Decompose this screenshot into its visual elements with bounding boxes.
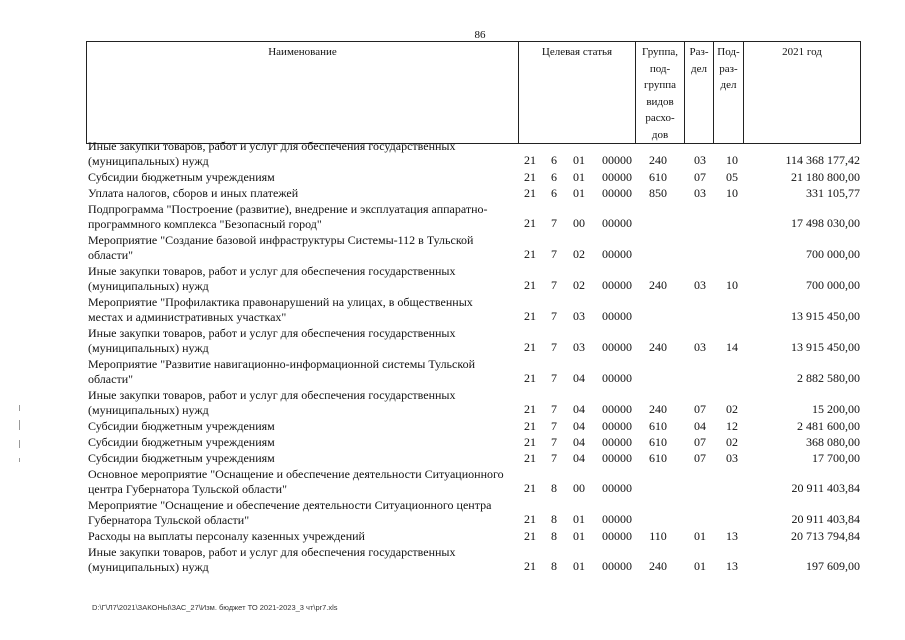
amount: 21 180 800,00	[791, 170, 860, 184]
target-code-1: 21	[524, 216, 536, 230]
target-code-1: 21	[524, 340, 536, 354]
section-code: 07	[694, 402, 706, 416]
table-row	[88, 434, 863, 450]
target-code-1: 21	[524, 481, 536, 495]
section-code: 03	[694, 278, 706, 292]
amount: 368 080,00	[806, 435, 860, 449]
target-code-4: 00000	[602, 340, 632, 354]
header-subsection: Под- раз- дел	[714, 42, 744, 144]
subsection-code: 14	[726, 340, 738, 354]
table-row	[88, 466, 863, 497]
target-code-1: 21	[524, 529, 536, 543]
scan-mark	[19, 458, 20, 462]
target-code-2: 7	[551, 435, 557, 449]
target-code-4: 00000	[602, 278, 632, 292]
section-code: 07	[694, 451, 706, 465]
table-row	[88, 450, 863, 466]
amount: 17 498 030,00	[791, 216, 860, 230]
row-name: Субсидии бюджетным учреждениям	[88, 169, 275, 184]
section-code: 07	[694, 435, 706, 449]
target-code-4: 00000	[602, 529, 632, 543]
header-group: Группа, под- группа видов расхо- дов	[636, 42, 685, 144]
table-row	[88, 294, 863, 325]
scan-mark	[19, 420, 20, 430]
target-code-2: 7	[551, 371, 557, 385]
table-row	[88, 418, 863, 434]
table-row	[88, 263, 863, 294]
target-code-1: 21	[524, 170, 536, 184]
subsection-code: 10	[726, 278, 738, 292]
subsection-code: 13	[726, 559, 738, 573]
target-code-4: 00000	[602, 186, 632, 200]
page-number: 86	[474, 29, 486, 41]
target-code-1: 21	[524, 451, 536, 465]
section-code: 01	[694, 559, 706, 573]
target-code-3: 02	[573, 247, 585, 261]
section-code: 04	[694, 419, 706, 433]
target-code-2: 6	[551, 153, 557, 167]
target-code-3: 01	[573, 153, 585, 167]
target-code-2: 7	[551, 216, 557, 230]
target-code-2: 8	[551, 529, 557, 543]
target-code-3: 01	[573, 529, 585, 543]
group-code: 110	[649, 529, 667, 543]
target-code-3: 00	[573, 216, 585, 230]
subsection-code: 10	[726, 186, 738, 200]
row-name: Мероприятие "Развитие навигационно-информационной системы Тульской области"	[88, 356, 475, 386]
group-code: 610	[649, 419, 667, 433]
group-code: 610	[649, 451, 667, 465]
target-code-1: 21	[524, 419, 536, 433]
target-code-1: 21	[524, 247, 536, 261]
row-name: Иные закупки товаров, работ и услуг для обеспечения государственных (муниципальных) нужд	[88, 263, 456, 293]
target-code-4: 00000	[602, 451, 632, 465]
amount: 700 000,00	[806, 247, 860, 261]
target-code-2: 6	[551, 186, 557, 200]
target-code-3: 01	[573, 186, 585, 200]
target-code-4: 00000	[602, 170, 632, 184]
group-code: 240	[649, 402, 667, 416]
target-code-4: 00000	[602, 216, 632, 230]
row-name: Мероприятие "Создание базовой инфраструктуры Системы-112 в Тульской области"	[88, 232, 474, 262]
amount: 114 368 177,42	[785, 153, 860, 167]
row-name: Расходы на выплаты персоналу казенных учреждений	[88, 528, 365, 543]
table-row	[88, 528, 863, 544]
subsection-code: 10	[726, 153, 738, 167]
target-code-4: 00000	[602, 309, 632, 323]
target-code-4: 00000	[602, 153, 632, 167]
table-row	[88, 185, 863, 201]
subsection-code: 05	[726, 170, 738, 184]
group-code: 610	[649, 170, 667, 184]
target-code-2: 6	[551, 170, 557, 184]
target-code-4: 00000	[602, 559, 632, 573]
row-name: Иные закупки товаров, работ и услуг для обеспечения государственных (муниципальных) нужд	[88, 544, 456, 574]
subsection-code: 12	[726, 419, 738, 433]
target-code-3: 00	[573, 481, 585, 495]
header-name: Наименование	[87, 42, 519, 144]
target-code-1: 21	[524, 278, 536, 292]
target-code-2: 7	[551, 247, 557, 261]
file-path: D:\Г\Л7\2021\ЗАКОНЫ\ЗАС_27\Изм. бюджет ТО 2021-2023_3 чт\pr7.xls	[92, 603, 338, 612]
section-code: 07	[694, 170, 706, 184]
amount: 13 915 450,00	[791, 340, 860, 354]
row-name: Иные закупки товаров, работ и услуг для обеспечения государственных (муниципальных) нужд	[88, 325, 456, 355]
target-code-1: 21	[524, 559, 536, 573]
amount: 20 911 403,84	[791, 481, 860, 495]
target-code-3: 04	[573, 419, 585, 433]
table-row	[88, 497, 863, 528]
row-name: Субсидии бюджетным учреждениям	[88, 418, 275, 433]
table-row	[88, 138, 863, 169]
amount: 197 609,00	[806, 559, 860, 573]
table-row	[88, 387, 863, 418]
amount: 2 481 600,00	[797, 419, 860, 433]
table-row	[88, 232, 863, 263]
target-code-4: 00000	[602, 435, 632, 449]
scan-mark	[19, 440, 20, 448]
target-code-3: 02	[573, 278, 585, 292]
subsection-code: 02	[726, 435, 738, 449]
target-code-3: 01	[573, 170, 585, 184]
target-code-2: 8	[551, 481, 557, 495]
row-name: Иные закупки товаров, работ и услуг для обеспечения государственных (муниципальных) нужд	[88, 138, 456, 168]
row-name: Субсидии бюджетным учреждениям	[88, 450, 275, 465]
row-name: Уплата налогов, сборов и иных платежей	[88, 185, 299, 200]
amount: 2 882 580,00	[797, 371, 860, 385]
target-code-3: 01	[573, 559, 585, 573]
table-row	[88, 356, 863, 387]
table-row	[88, 544, 863, 575]
row-name: Субсидии бюджетным учреждениям	[88, 434, 275, 449]
target-code-4: 00000	[602, 481, 632, 495]
row-name: Иные закупки товаров, работ и услуг для обеспечения государственных (муниципальных) нужд	[88, 387, 456, 417]
target-code-2: 7	[551, 402, 557, 416]
target-code-1: 21	[524, 186, 536, 200]
target-code-4: 00000	[602, 247, 632, 261]
header-target: Целевая статья	[519, 42, 636, 144]
target-code-3: 03	[573, 340, 585, 354]
group-code: 610	[649, 435, 667, 449]
section-code: 03	[694, 340, 706, 354]
target-code-2: 8	[551, 559, 557, 573]
amount: 20 911 403,84	[791, 512, 860, 526]
row-name: Мероприятие "Оснащение и обеспечение деятельности Ситуационного центра Губернатора Тульской области"	[88, 497, 492, 527]
table-row	[88, 201, 863, 232]
section-code: 03	[694, 153, 706, 167]
group-code: 240	[649, 153, 667, 167]
group-code: 240	[649, 559, 667, 573]
amount: 15 200,00	[812, 402, 860, 416]
target-code-4: 00000	[602, 512, 632, 526]
target-code-3: 04	[573, 435, 585, 449]
target-code-2: 7	[551, 340, 557, 354]
target-code-1: 21	[524, 371, 536, 385]
group-code: 240	[649, 278, 667, 292]
table-row	[88, 325, 863, 356]
row-name: Подпрограмма "Построение (развитие), внедрение и эксплуатация аппаратно-программного комплекса "Безопасный город"	[88, 201, 488, 231]
target-code-3: 04	[573, 402, 585, 416]
table-row	[88, 169, 863, 185]
target-code-4: 00000	[602, 402, 632, 416]
target-code-1: 21	[524, 512, 536, 526]
target-code-3: 03	[573, 309, 585, 323]
target-code-2: 7	[551, 309, 557, 323]
target-code-2: 7	[551, 419, 557, 433]
target-code-3: 04	[573, 371, 585, 385]
section-code: 01	[694, 529, 706, 543]
target-code-2: 7	[551, 278, 557, 292]
target-code-2: 7	[551, 451, 557, 465]
amount: 331 105,77	[806, 186, 860, 200]
target-code-4: 00000	[602, 371, 632, 385]
table-header	[86, 41, 861, 144]
group-code: 240	[649, 340, 667, 354]
table-body	[88, 138, 863, 575]
target-code-1: 21	[524, 309, 536, 323]
row-name: Основное мероприятие "Оснащение и обеспечение деятельности Ситуационного центра Губернатора Тульской области"	[88, 466, 504, 496]
amount: 700 000,00	[806, 278, 860, 292]
scan-mark	[19, 405, 20, 411]
target-code-1: 21	[524, 153, 536, 167]
target-code-1: 21	[524, 435, 536, 449]
target-code-3: 04	[573, 451, 585, 465]
target-code-1: 21	[524, 402, 536, 416]
header-section: Раз- дел	[685, 42, 714, 144]
target-code-4: 00000	[602, 419, 632, 433]
amount: 17 700,00	[812, 451, 860, 465]
subsection-code: 02	[726, 402, 738, 416]
target-code-3: 01	[573, 512, 585, 526]
subsection-code: 03	[726, 451, 738, 465]
target-code-2: 8	[551, 512, 557, 526]
group-code: 850	[649, 186, 667, 200]
row-name: Мероприятие "Профилактика правонарушений на улицах, в общественных местах и административных участках"	[88, 294, 473, 324]
subsection-code: 13	[726, 529, 738, 543]
amount: 20 713 794,84	[791, 529, 860, 543]
header-year: 2021 год	[744, 42, 861, 144]
section-code: 03	[694, 186, 706, 200]
amount: 13 915 450,00	[791, 309, 860, 323]
